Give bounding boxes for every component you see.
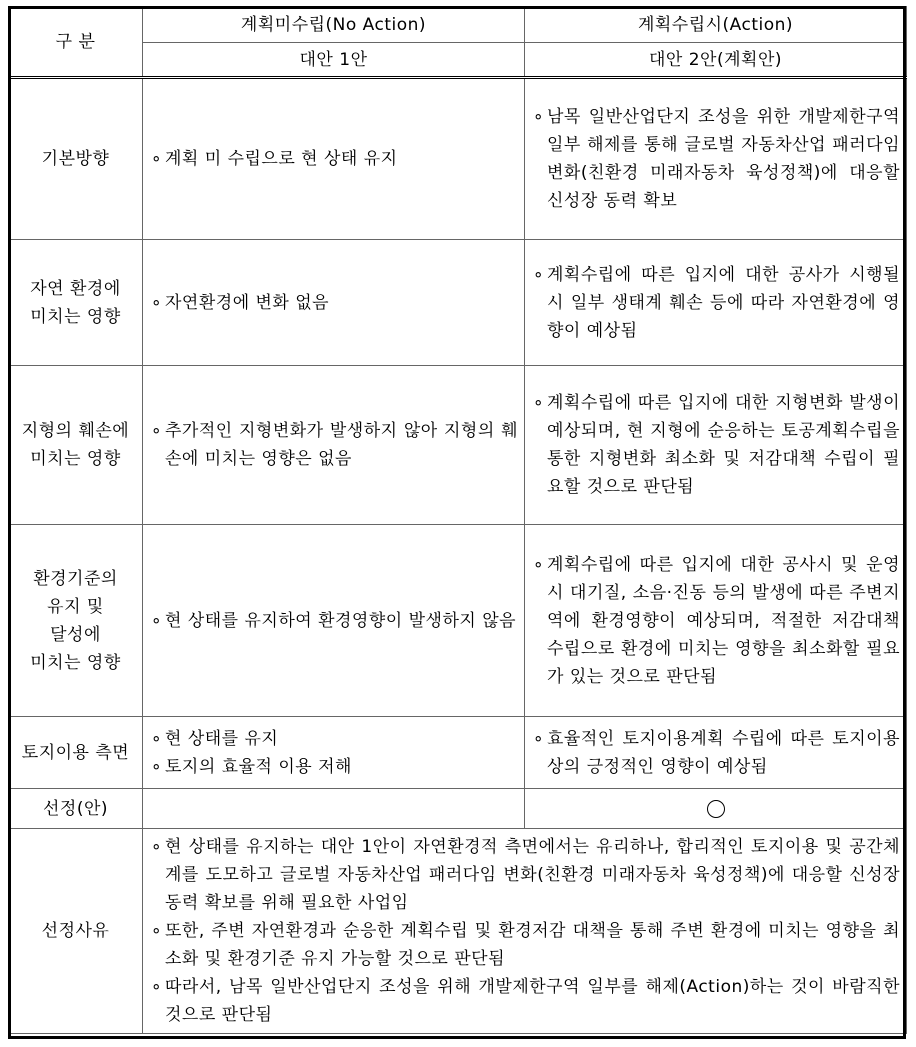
bullet-icon: ∘ [533,107,545,127]
header-category: 구 분 [9,7,143,78]
bullet-icon: ∘ [151,292,163,313]
bullet-item: ∘ 효율적인 토지이용계획 수립에 따른 토지이용상의 긍정적인 영향이 예상됨 [533,725,900,781]
header-alt2: 대안 2안(계획안) [525,43,907,78]
row-label-line: 미치는 영향 [30,449,121,469]
header-alt1: 대안 1안 [143,43,525,78]
bullet-icon: ∘ [533,554,545,575]
row-label-line: 지형의 훼손에 [21,421,130,441]
bullet-item: ∘ 토지의 효율적 이용 저해 [151,753,518,781]
row-label-line: 환경기준의 [33,568,118,589]
bullet-icon: ∘ [533,393,545,413]
bullet-icon: ∘ [151,421,163,441]
bullet-icon: ∘ [533,264,545,285]
bullet-item: ∘ 현 상태를 유지 [151,725,518,753]
bullet-icon: ∘ [151,921,163,941]
bullet-icon: ∘ [151,728,163,749]
reason-item: ∘ 또한, 주변 자연환경과 순응한 계획수립 및 환경저감 대책을 통해 주변 환경에 미치는 영향을 최소화 및 환경기준 유지 가능할 것으로 판단됨 [151,917,900,973]
bullet-item: ∘ 남목 일반산업단지 조성을 위한 개발제한구역 일부 해제를 통해 글로벌 자동차산업 패러다임 변화(친환경 미래자동차 육성정책)에 대응할 신성장 동력 확보 [533,103,900,215]
bullet-item: ∘ 계획수립에 따른 입지에 대한 지형변화 발생이 예상되며, 현 지형에 순응하는 토공계획수립을 통한 지형변화 최소화 및 저감대책 수립이 필요할 것으로 판단됨 [533,389,900,501]
row-label-line: 유지 및 [47,596,104,617]
bullet-icon: ∘ [151,837,163,857]
reason-item: ∘ 현 상태를 유지하는 대안 1안이 자연환경적 측면에서는 유리하나, 합리적인 토지이용 및 공간체계를 도모하고 글로벌 자동차산업 패러다임 변화(친환경 미래자동차 육성정책)에 대응할 신성장동력 확보를 위해 필요한 사업임 [151,833,900,917]
row-label-line: 미치는 영향 [30,306,121,327]
row-label-line: 기본방향 [41,149,110,169]
bullet-item: ∘ 계획수립에 따른 입지에 대한 공사가 시행될 시 일부 생태계 훼손 등에 따라 자연환경에 영향이 예상됨 [533,261,900,345]
outer-frame [8,6,906,1039]
bullet-icon: ∘ [151,977,163,997]
bullet-item: ∘ 계획수립에 따른 입지에 대한 공사시 및 운영시 대기질, 소음·진동 등의 발생에 따른 주변지역에 환경영향이 예상되며, 적절한 저감대책 수립으로 환경에 미치는 영향을 최소화할 필요가 있는 것으로 판단됨 [533,551,900,691]
bullet-item: ∘ 자연환경에 변화 없음 [151,289,518,317]
header-action: 계획수립시(Action) [525,7,907,43]
row-label-line: 미치는 영향 [30,652,121,673]
bullet-item: ∘ 추가적인 지형변화가 발생하지 않아 지형의 훼손에 미치는 영향은 없음 [151,417,518,473]
bullet-icon: ∘ [533,728,545,749]
row-label-line: 자연 환경에 [30,278,121,299]
bullet-icon: ∘ [151,149,163,169]
header-no-action: 계획미수립(No Action) [143,7,525,43]
bullet-item: ∘ 현 상태를 유지하여 환경영향이 발생하지 않음 [151,607,518,635]
row-label-line: 토지이용 측면 [21,742,130,763]
bullet-icon: ∘ [151,756,163,777]
bullet-icon: ∘ [151,610,163,631]
reason-item: ∘ 따라서, 남목 일반산업단지 조성을 위해 개발제한구역 일부를 해제(Action)하는 것이 바람직한 것으로 판단됨 [151,973,900,1029]
bullet-item: ∘ 계획 미 수립으로 현 상태 유지 [151,145,518,173]
row-label-line: 달성에 [50,624,101,645]
selection-label: 선정(안) [9,789,143,829]
reason-label: 선정사유 [9,829,143,1034]
